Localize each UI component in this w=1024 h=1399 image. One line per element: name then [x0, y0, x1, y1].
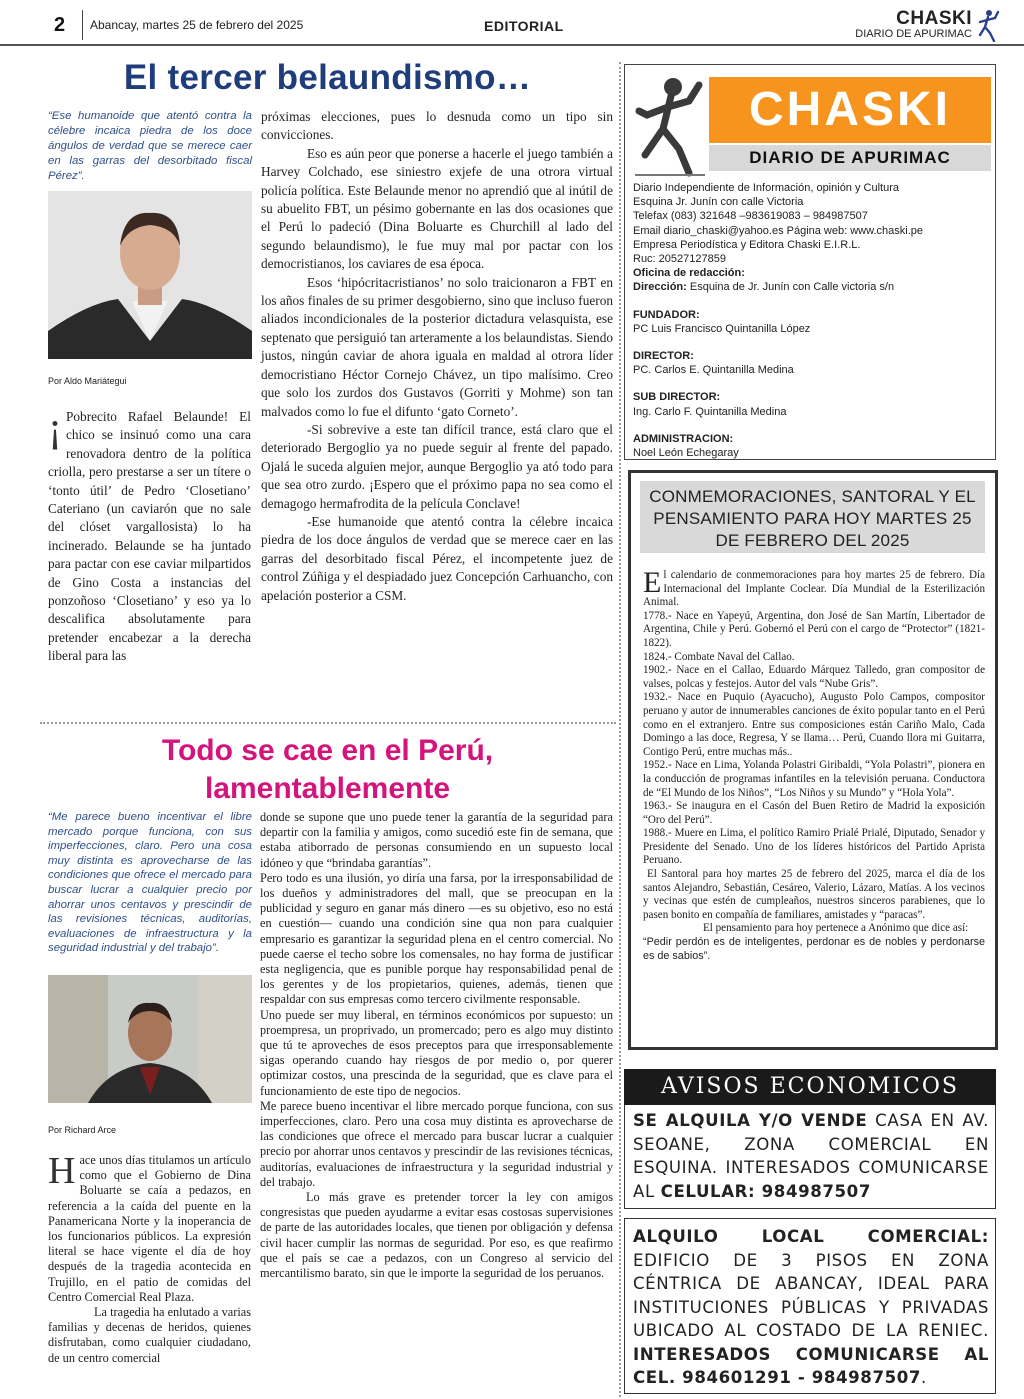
column-divider: [619, 62, 621, 1397]
article1-column-1: [48, 405, 251, 666]
masthead-line: Telefax (083) 321648 –983619083 – 984987507: [633, 210, 868, 223]
masthead-logo: CHASKI: [709, 77, 991, 143]
classified-ad-2: [624, 1218, 996, 1394]
article1-pullquote: “Ese humanoide que atentó contra la célebre incaica piedra de los doce ángulos de verdad que se merece caer en las garras del desorbitado fiscal Pérez”.: [48, 110, 252, 182]
masthead-info: [633, 181, 991, 460]
conmemoraciones-body: [643, 566, 985, 963]
article1-column-2: [261, 108, 613, 605]
masthead-line: Diario Independiente de Información, opinión y Cultura: [633, 182, 899, 194]
masthead-line: Empresa Periodística y Editora Chaski E.I.R.L.: [633, 238, 861, 251]
runner-icon: [976, 8, 1000, 42]
article2-paragraph: Lo más grave es pretender torcer la ley con amigos congresistas que pueden ayudarme a evitar esas costosas supervisiones de parte de las autoridades locales, que tienen por obligación y defensa civil hacer cumplir las normas de seguridad. Por eso, es que reafirmo que el país se cae a pedazos, con un Congreso al servicio del mercantilismo barato, sin que le importe la seguridad de los peruanos.: [260, 1190, 613, 1281]
page-number: 2: [54, 14, 66, 36]
article2-paragraph: Pero todo es una ilusión, yo diría una farsa, por la irresponsabilidad de los dueños y administradores del mall, que se preocupan en la publicidad y seguro en ganar más dinero —es su objetivo, eso no está en cuestión— cuando una condición sine qua non para cualquier empresario es garantizar la seguridad plena en el centro comercial. No puede caerse el techo sobre los comensales, no hay forma de justificar esta negligencia, que es punible porque hay responsabilidad penal de los gerentes y de los propietarios, quienes, además, tienen que respaldar con sus empresas como tercero civilmente responsable.: [260, 870, 613, 1007]
thought-intro: El pensamiento para hoy pertenece a Anónimo que dice así:: [703, 922, 969, 935]
header-divider: [82, 10, 83, 40]
runner-icon: [631, 71, 709, 177]
article2-column-2: [260, 810, 613, 1281]
section-label: EDITORIAL: [484, 18, 564, 34]
article1-paragraph: -Ese humanoide que atentó contra la célebre incaica piedra de los doce ángulos de verdad que se merece caer en las garras del desorbitado fiscal Pérez, el incompetente juez de control Zúñiga y el despiadado juez Concepción Carhuancho, con apelación posterior a CSM.: [261, 513, 613, 603]
conmemoraciones-item: 1902.- Nace en el Callao, Eduardo Márquez Talledo, gran compositor de valses, polcas y festejos. Autor del vals “Nube Gris”.: [643, 664, 985, 690]
santoral-paragraph: El Santoral para hoy martes 25 de febrero del 2025, marca el día de los santos Alejandro, Sebastián, Cesáreo, Valerio, Lázaro, Matías. A los vecinos y vecinas que estén de cumpleaños, nuestros sinceros parabienes, que lo pasen bonito en compañía de familiares, amistades y “paracas”.: [643, 868, 985, 921]
admin-label: ADMINISTRACION:: [633, 432, 734, 445]
header-brand: CHASKI: [896, 8, 972, 29]
masthead-subtitle: DIARIO DE APURIMAC: [709, 145, 991, 171]
article2-paragraph: La tragedia ha enlutado a varias familias y decenas de heridos, quienes disfrutaban, como cualquier ciudadano, de un centro comercial: [48, 1305, 251, 1365]
subdirector-name: Ing. Carlo F. Quintanilla Medina: [633, 405, 787, 418]
conmemoraciones-box: [628, 470, 998, 1050]
conmemoraciones-intro: l calendario de conmemoraciones para hoy martes 25 de febrero. Día Internacional del Implante Coclear. Día Mundial de la Esterilización Animal.: [643, 569, 985, 609]
article1-drop-cap: ¡: [48, 405, 62, 451]
masthead-box: [624, 64, 996, 460]
article2-paragraph: ace unos días titulamos un artículo como que el Gobierno de Dina Boluarte se caía a pedazos, en referencia a la caída del puente en la Panamericana Norte y la inoperancia de los funcionarios públicos. La expresión literal se hace vigente el día de hoy después de la tragedia acontecida en Trujillo, en el patio de comidas del Centro Comercial Real Plaza.: [48, 1153, 251, 1304]
article2-pullquote: “Me parece bueno incentivar el libre mercado porque funciona, con sus imperfecciones, claro. Pero una cosa muy distinta es aprovecharse de las condiciones que ofrece el mercado para buscar lucrar a cualquier precio por ahorrar unos centavos y prescindir de las revisiones técnicas, auditorías, evaluaciones de infraestructura y la seguridad industrial y del trabajo”.: [48, 811, 252, 955]
article2-paragraph: Uno puede ser muy liberal, en términos económicos por supuesto: un proempresa, un proprivado, un promercado; pero es algo muy distinto que tú te aproveches de esos preceptos para que irresponsablemente sigas operando cuando hay riesgos de por medio o, por querer optimizar costos, una prescinda de la seguridad, que es clave para el funcionamiento de este tipo de negocios.: [260, 1007, 613, 1098]
address-value: Esquina de Jr. Junín con Calle victoria s/n: [689, 281, 895, 294]
classified-ad-1: [624, 1105, 996, 1209]
office-label: Oficina de redacción:: [633, 267, 745, 280]
avisos-title: AVISOS ECONOMICOS: [624, 1069, 996, 1105]
header-date: Abancay, martes 25 de febrero del 2025: [90, 18, 304, 32]
article1-title: El tercer belaundismo…: [123, 58, 532, 97]
article1-paragraph: Esos ‘hipócritacristianos’ no solo traicionaron a FBT en los años finales de su primer desgobierno, sino que incluso fueron aliados incondicionales de la posterior dictadura velasquista, ese septenato que persiguió tan arteramente a los belaundistas. Siendo justos, ningún caviar de ahora iguala en maldad al otrora líder democristiano Héctor Cornejo Chávez, un tipo malísimo. Creo que solo los zurdos dos Gustavos (Gorriti y Mohme) son tan malvados como lo fue el difunto ‘gato Corneto’.: [261, 274, 613, 419]
page-header: [0, 0, 1024, 46]
article1-col1-paragraph: Pobrecito Rafael Belaunde! El chico se insinuó como una cara renovadora dentro de la política criolla, pero prestarse a ser un títere o ‘tonto útil’ de Pedro ‘Closetiano’ Cateriano (un caviarón que no sale del clóset vargallosista) lo ha incinerado. Belaunde se ha juntado para pactar con ese caviar milpartidos de Gino Costa a instancias del ponzoñoso ‘Closetiano’ y eso ya lo descalifica absolutamente para pretender encabezar a la derecha liberal para las: [48, 409, 251, 664]
photo-aldo-mariategui: [48, 191, 252, 359]
thought-quote: “Pedir perdón es de inteligentes, perdonar es de nobles y perdonarse es de sabios”.: [643, 936, 985, 962]
article1-byline: Por Aldo Mariátegui: [48, 376, 127, 386]
article2-paragraph: Me parece bueno incentivar el libre mercado porque funciona, con sus imperfecciones, claro. Pero una cosa muy distinta es aprovecharse de las condiciones que ofrece el mercado para buscar lucrar a cualquier precio por ahorrar unos centavos y prescindir de las revisiones técnicas, auditorías, evaluaciones de infraestructura y la seguridad industrial y del trabajo.: [260, 1098, 613, 1189]
director-name: PC. Carlos E. Quintanilla Medina: [633, 364, 794, 377]
header-brand-sub: DIARIO DE APURIMAC: [855, 28, 972, 40]
address-label: Dirección:: [633, 281, 687, 294]
conmemoraciones-item: 1988.- Muere en Lima, el político Ramiro Prialé Prialé, Diputado, Senador y Presidente del Senado. Uno de los líderes históricos del Partido Aprista Peruano.: [643, 827, 985, 867]
conmemoraciones-item: 1932.- Nace en Puquio (Ayacucho), Augusto Polo Campos, compositor peruano y autor de innumerables canciones de éxito popular tanto en el Perú como en el extranjero. Entre sus composiciones están Cariño Malo, Cada Domingo a las doce, Regresa, Y se llama… Perú, Cuando llora mi Guitarra, Contigo Perú, entre muchas más..: [643, 691, 985, 758]
article1-paragraph: próximas elecciones, pues lo desnuda como un tipo sin convicciones.: [261, 109, 613, 143]
masthead-line: Email diario_chaski@yahoo.es Página web: www.chaski.pe: [633, 224, 923, 237]
article2-drop-cap: H: [48, 1150, 76, 1192]
conmemoraciones-item: 1952.- Nace en Lima, Yolanda Polastri Giribaldi, “Yola Polastri”, pionera en la conducción de programas infantiles en la televisión peruana. Conductora de “El Mundo de los Niños”, “Los Niños y su Mundo” y “Hola Yola”.: [643, 759, 985, 799]
director-label: DIRECTOR:: [633, 350, 694, 363]
admin-name: Noel León Echegaray: [633, 447, 739, 460]
conmemoraciones-item: 1963.- Se inaugura en el Casón del Buen Retiro de Madrid la exposición “Oro del Perú”.: [643, 800, 985, 826]
article2-column-1: [48, 1150, 251, 1366]
masthead-line: Esquina Jr. Junín con calle Victoria: [633, 196, 804, 209]
article2-byline: Por Richard Arce: [48, 1125, 117, 1135]
founder-label: FUNDADOR:: [633, 308, 700, 321]
article2-paragraph: donde se supone que uno puede tener la garantía de la seguridad para departir con la familia y amigos, como sucedió este fin de semana, que estaba atiborrado de personas consumiendo en un supuesto local idóneo y que “brindaba garantías”.: [260, 810, 613, 870]
article1-paragraph: -Si sobrevive a este tan difícil trance, está claro que el deteriorado Bergoglio ya no puede seguir al frente del papado. Ojalá le suceda alguien mejor, aunque Bergoglio ya ató todo para que sea otro zurdo. ¡Espero que el próximo papa no sea como el demagogo hermafrodita de la película Conclave!: [261, 421, 613, 511]
article2-title: Todo se cae en el Perú, lamentablemente: [161, 734, 494, 805]
subdirector-label: SUB DIRECTOR:: [633, 391, 721, 404]
photo-richard-arce: [48, 975, 252, 1103]
conmemoraciones-drop-cap: E: [643, 566, 662, 599]
conmemoraciones-item: 1778.- Nace en Yapeyú, Argentina, don José de San Martín, Libertador de Argentina, Chile y Perú. Gobernó el Perú con el cargo de “Protector” (1821-1822).: [643, 609, 985, 649]
classified-ad-2-text: ALQUILO LOCAL COMERCIAL: EDIFICIO DE 3 PISOS EN ZONA CÉNTRICA DE ABANCAY, IDEAL PARA INSTITUCIONES PÚBLICAS Y PRIVADAS UBICADO AL COSTADO DE LA RENIEC. INTERESADOS COMUNICARSE AL CEL. 984601291 - 984987507.: [633, 1227, 989, 1387]
classified-ad-1-text: SE ALQUILA Y/O VENDE CASA EN AV. SEOANE, ZONA COMERCIAL EN ESQUINA. INTERESADOS COMUNICARSE AL CELULAR: 984987507: [633, 1111, 990, 1201]
masthead-line: Ruc: 20527127859: [633, 253, 726, 266]
founder-name: PC Luis Francisco Quintanilla López: [633, 322, 811, 335]
article-divider: [40, 722, 616, 724]
conmemoraciones-item: 1824.- Combate Naval del Callao.: [643, 650, 795, 663]
conmemoraciones-title: CONMEMORACIONES, SANTORAL Y EL PENSAMIENTO PARA HOY MARTES 25 DE FEBRERO DEL 2025: [640, 481, 985, 553]
article1-paragraph: Eso es aún peor que ponerse a hacerle el juego también a Harvey Colchado, ese siniestro exjefe de una otrora virtual policía política. Este Belaunde menor no aprendió que al inútil de su abuelito FBT, un pésimo gobernante en las dos ocasiones que el Perú lo padeció (Dina Boluarte es Churchill al lado del segundo belaundismo), le fue muy mal por pactar con los democristianos, los caviares de esa época.: [261, 145, 613, 272]
